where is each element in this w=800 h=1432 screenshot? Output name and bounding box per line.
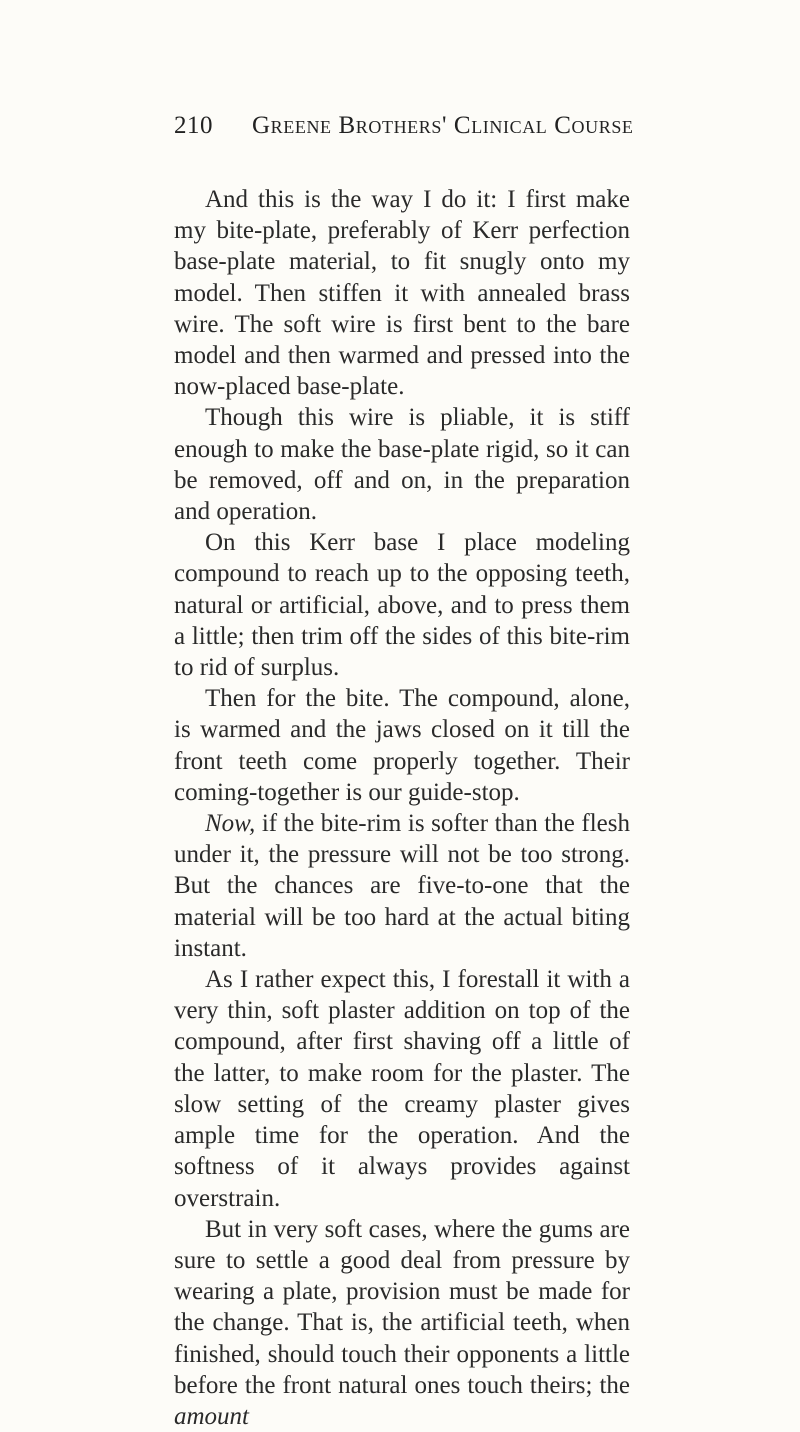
paragraph-5 — [174, 808, 630, 964]
paragraph-6: As I rather expect this, I forestall it with a very thin, soft plaster addition on top of the compound, after first shaving off a little of the latter, to make room for the plaster. The slow setting of the creamy plaster gives ample time for the operation. And the softness of it always provides against overstrain. — [174, 966, 630, 1212]
italic-now: Now, — [205, 810, 256, 838]
paragraph-1: And this is the way I do it: I first make my bite-plate, preferably of Kerr perfection base-plate material, to fit snugly onto my model. Then stiffen it with annealed brass wire. The soft wire is first bent to the bare model and then warmed and pressed into the now-placed base-plate. — [174, 186, 630, 401]
paragraph-4: Then for the bite. The compound, alone, is warmed and the jaws closed on it till the front teeth come properly together. Their coming-together is our guide-stop. — [174, 685, 630, 806]
paragraph-3: On this Kerr base I place modeling compound to reach up to the opposing teeth, natural or artificial, above, and to press them a little; then trim off the sides of this bite-rim to rid of surplus. — [174, 529, 630, 682]
paragraph-2: Though this wire is pliable, it is stiff enough to make the base-plate rigid, so it can be removed, off and on, in the preparation and operation. — [174, 404, 630, 526]
body-text — [174, 184, 630, 1432]
paragraph-7 — [174, 1214, 630, 1432]
page-number: 210 — [174, 112, 213, 139]
paragraph-7-text: But in very soft cases, where the gums are sure to settle a good deal from pressure by wearing a plate, provision must be made for the change. That is, the artificial teeth, when finished, should touch their opponents a little before the front natural ones touch theirs; the — [174, 1215, 630, 1399]
running-head — [174, 112, 634, 142]
italic-amount: amount — [174, 1402, 249, 1430]
running-title: Greene Brothers' Clinical Course — [252, 112, 634, 139]
paragraph-5-text: if the bite-rim is softer than the flesh under it, the pressure will not be too strong. But the chances are five-to-one that the material will be too hard at the actual biting instant. — [174, 810, 630, 962]
